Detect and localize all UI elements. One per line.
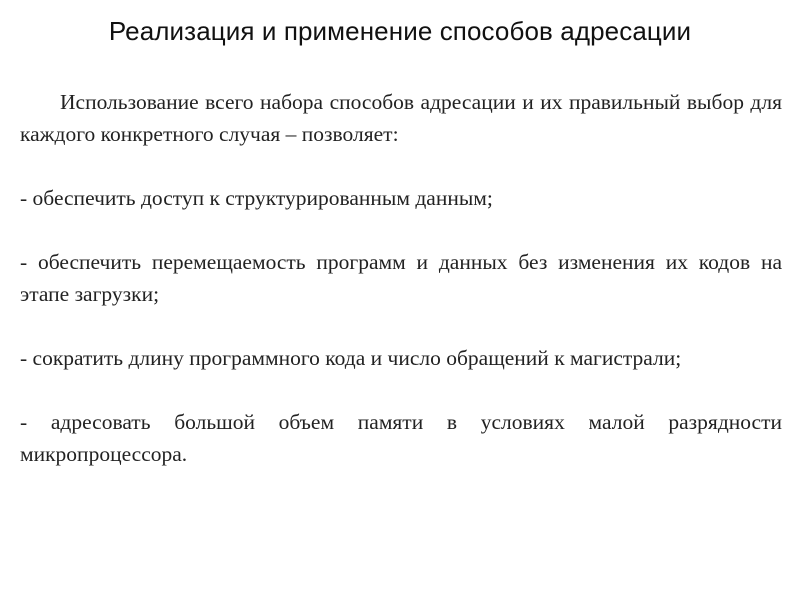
list-item: - обеспечить перемещаемость программ и данных без изменения их кодов на этапе загрузки; [20,250,782,306]
slide-body [20,86,782,470]
slide-title: Реализация и применение способов адресации [108,16,692,46]
list-item: - сократить длину программного кода и число обращений к магистрали; [20,346,682,370]
intro-paragraph: Использование всего набора способов адресации и их правильный выбор для каждого конкретного случая – позволяет: [20,90,782,146]
list-item: - адресовать большой объем памяти в условиях малой разрядности микропроцессора. [20,410,782,466]
list-item: - обеспечить доступ к структурированным данным; [20,186,493,210]
